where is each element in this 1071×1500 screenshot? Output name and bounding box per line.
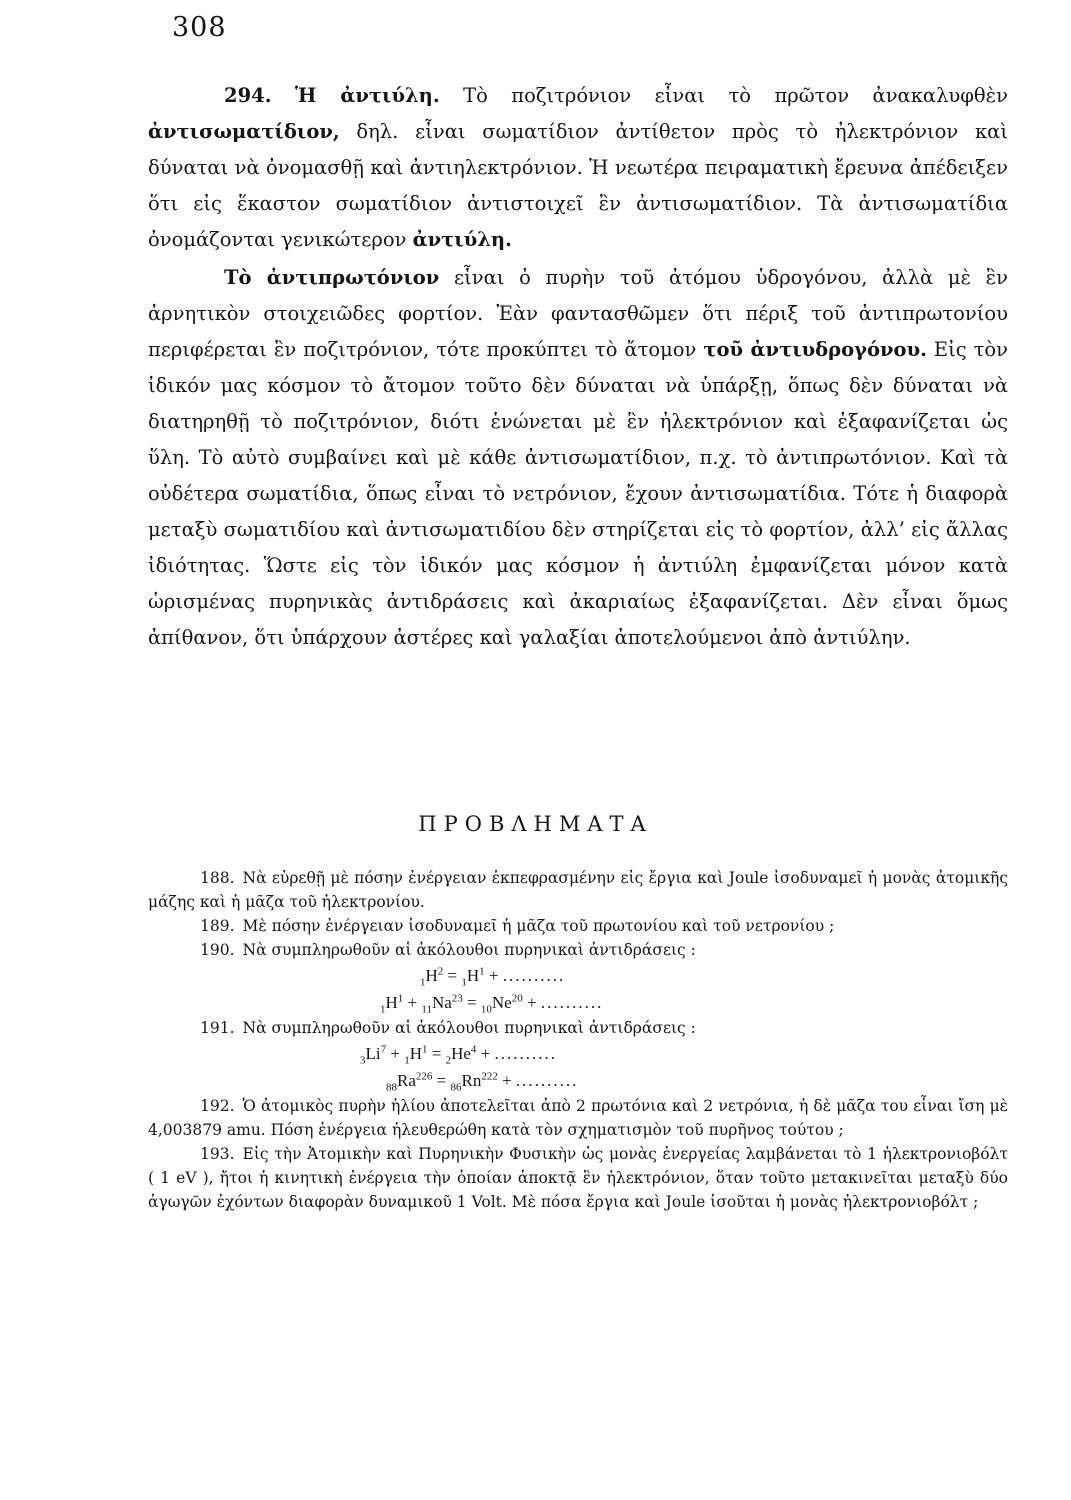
atomic-number: 88 xyxy=(386,1081,397,1094)
atomic-number: 2 xyxy=(445,1054,452,1067)
operator: = xyxy=(431,1044,442,1063)
text-run: δηλ. εἶναι σωματίδιον ἀντίθετον πρὸς τὸ ἠλεκτρόνιον καὶ δύναται νὰ ὀνομασθῇ καὶ ἀντιηλεκτρόνιον. Ἡ νεωτέρα πειραματικὴ ἔρευνα ἀπέδειξεν ὅτι εἰς ἕκαστον σωματίδιον ἀντιστοιχεῖ ἓν ἀντισωματίδιον. Τὰ ἀντισωματίδια ὀνομάζονται γενικώτερον xyxy=(148,120,1008,251)
text-run: εἶναι ὁ πυρὴν τοῦ ἀτόμου ὑδρογόνου, ἀλλὰ μὲ ἓν ἀρνητικὸν στοιχειῶδες φορτίον. Ἐὰν φαντασθῶμεν ὅτι πέριξ τοῦ ἀντιπρωτονίου περιφέρεται ἓν ποζιτρόνιον, τότε προκύπτει τὸ ἄτομον xyxy=(148,266,1008,361)
blank-dots: .......... xyxy=(502,966,566,985)
element-symbol: H xyxy=(466,966,480,985)
bold-term: ἀντιύλη. xyxy=(412,228,512,251)
equation-4 xyxy=(148,1067,1008,1094)
problem-number: 192. xyxy=(200,1097,235,1115)
atomic-number: 1 xyxy=(404,1054,410,1067)
problem-text: Μὲ πόσην ἐνέργειαν ἰσοδυναμεῖ ἡ μᾶζα τοῦ πρωτονίου καὶ τοῦ νετρονίου ; xyxy=(242,917,835,935)
atomic-number: 86 xyxy=(450,1081,462,1094)
equation-2 xyxy=(148,989,1008,1016)
atomic-number: 1 xyxy=(420,976,426,989)
element-symbol: H xyxy=(425,966,438,985)
problem-number: 190. xyxy=(200,941,235,959)
element-symbol: He xyxy=(451,1044,471,1063)
problems-list xyxy=(148,866,1008,1214)
bold-term: ἀντισωματίδιον, xyxy=(148,120,340,143)
operator: = xyxy=(467,993,477,1012)
blank-dots: .......... xyxy=(515,1071,579,1090)
blank-dots: .......... xyxy=(540,993,604,1012)
equation-3 xyxy=(148,1040,1008,1067)
mass-number: 2 xyxy=(437,965,444,978)
atomic-number: 10 xyxy=(480,1003,492,1016)
operator: = xyxy=(436,1071,447,1090)
operator: + xyxy=(488,966,499,985)
problem-191 xyxy=(148,1016,1008,1040)
problem-189 xyxy=(148,914,1008,938)
text-run: Εἰς τὸν ἰδικόν μας κόσμον τὸ ἄτομον τοῦτο δὲν δύναται νὰ ὑπάρξῃ, ὅπως δὲν δύναται νὰ διατηρηθῇ τὸ ποζιτρόνιον, διότι ἑνώνεται μὲ ἓν ἠλεκτρόνιον καὶ ἐξαφανίζεται ὡς ὕλη. Τὸ αὐτὸ συμβαίνει καὶ μὲ κάθε ἀντισωματίδιον, π.χ. τὸ ἀντιπρωτόνιον. Καὶ τὰ οὐδέτερα σωματίδια, ὅπως εἶναι τὸ νετρόνιον, ἔχουν ἀντισωματίδια. Τότε ἡ διαφορὰ μεταξὺ σωματιδίου καὶ ἀντισωματιδίου δὲν στηρίζεται εἰς τὸ φορτίον, ἀλλ’ εἰς ἄλλας ἰδιότητας. Ὥστε εἰς τὸν ἰδικόν μας κόσμον ἡ ἀντιύλη ἐμφανίζεται μόνον κατὰ ὡρισμένας πυρηνικὰς ἀντιδράσεις καὶ ἀκαριαίως ἐξαφανίζεται. Δὲν εἶναι ὅμως ἀπίθανον, ὅτι ὑπάρχουν ἀστέρες καὶ γαλαξίαι ἀποτελούμενοι ἀπὸ ἀντιύλην. xyxy=(148,338,1008,649)
operator: + xyxy=(390,1044,400,1063)
equation-1 xyxy=(148,962,1008,989)
bold-term: τοῦ ἀντιυδρογόνου. xyxy=(703,338,927,361)
section-294 xyxy=(148,78,1008,656)
problem-number: 191. xyxy=(200,1019,235,1037)
problem-188 xyxy=(148,866,1008,914)
problem-text: Νὰ συμπληρωθοῦν αἱ ἀκόλουθοι πυρηνικαὶ ἀντιδράσεις : xyxy=(242,1019,696,1037)
problem-text: Ὁ ἀτομικὸς πυρὴν ἡλίου ἀποτελεῖται ἀπὸ 2 πρωτόνια καὶ 2 νετρόνια, ἡ δὲ μᾶζα του εἶναι ἴση μὲ 4,003879 amu. Πόση ἐνέργεια ἠλευθερώθη κατὰ τὸν σχηματισμὸν τοῦ πυρῆνος τούτου ; xyxy=(148,1097,1008,1139)
atomic-number: 11 xyxy=(421,1003,432,1016)
mass-number: 20 xyxy=(511,992,523,1005)
mass-number: 7 xyxy=(380,1043,387,1056)
element-symbol: Ra xyxy=(397,1071,416,1090)
problems-heading: ΠΡΟΒΛΗΜΑΤΑ xyxy=(418,812,653,836)
blank-dots: .......... xyxy=(494,1044,557,1063)
text-run: Τὸ ποζιτρόνιον εἶναι τὸ πρῶτον ἀνακαλυφθὲν xyxy=(439,84,1008,107)
element-symbol: H xyxy=(385,993,398,1012)
operator: + xyxy=(526,993,537,1012)
atomic-number: 1 xyxy=(380,1003,386,1016)
atomic-number: 3 xyxy=(360,1054,366,1067)
operator: + xyxy=(407,993,418,1012)
section-title: Ἡ ἀντιύλη. xyxy=(294,84,440,107)
mass-number: 23 xyxy=(451,992,463,1005)
operator: + xyxy=(502,1071,512,1090)
element-symbol: H xyxy=(409,1044,422,1063)
problem-text: Νὰ εὑρεθῇ μὲ πόσην ἐνέργειαν ἐκπεφρασμένην εἰς ἔργια καὶ Joule ἰσοδυναμεῖ ἡ μονὰς ἀτομικῆς μάζης καὶ ἡ μᾶζα τοῦ ἠλεκτρονίου. xyxy=(148,869,1008,911)
mass-number: 1 xyxy=(397,992,404,1005)
problem-text: Νὰ συμπληρωθοῦν αἱ ἀκόλουθοι πυρηνικαὶ ἀντιδράσεις : xyxy=(242,941,696,959)
problem-number: 189. xyxy=(200,917,235,935)
paragraph-1 xyxy=(148,78,1008,258)
mass-number: 226 xyxy=(415,1070,433,1083)
mass-number: 4 xyxy=(470,1043,477,1056)
bold-term: Τὸ ἀντιπρωτόνιον xyxy=(224,266,440,289)
problem-193 xyxy=(148,1142,1008,1214)
problem-192 xyxy=(148,1094,1008,1142)
mass-number: 1 xyxy=(479,965,485,978)
mass-number: 1 xyxy=(421,1043,428,1056)
operator: + xyxy=(480,1044,491,1063)
operator: = xyxy=(447,966,458,985)
problem-number: 193. xyxy=(200,1145,235,1163)
mass-number: 222 xyxy=(481,1070,498,1083)
element-symbol: Rn xyxy=(461,1071,482,1090)
problem-number: 188. xyxy=(200,869,235,887)
element-symbol: Ne xyxy=(491,993,512,1012)
problem-190 xyxy=(148,938,1008,962)
element-symbol: Na xyxy=(431,993,452,1012)
problem-text: Εἰς τὴν Ἀτομικὴν καὶ Πυρηνικὴν Φυσικὴν ὡς μονὰς ἐνεργείας λαμβάνεται τὸ 1 ἠλεκτρονιοβόλτ ( 1 eV ), ἤτοι ἡ κινητικὴ ἐνέργεια τὴν ὁποίαν ἀποκτᾷ ἓν ἠλεκτρόνιον, ὅταν τοῦτο μετακινεῖται μεταξὺ δύο ἀγωγῶν ἐχόντων διαφορὰν δυναμικοῦ 1 Volt. Μὲ πόσα ἔργια καὶ Joule ἰσοῦται ἡ μονὰς ἠλεκτρονιοβόλτ ; xyxy=(148,1145,1008,1211)
paragraph-2 xyxy=(148,260,1008,656)
section-number: 294. xyxy=(224,84,272,107)
element-symbol: Li xyxy=(365,1044,381,1063)
page-number: 308 xyxy=(172,12,227,43)
atomic-number: 1 xyxy=(461,976,467,989)
